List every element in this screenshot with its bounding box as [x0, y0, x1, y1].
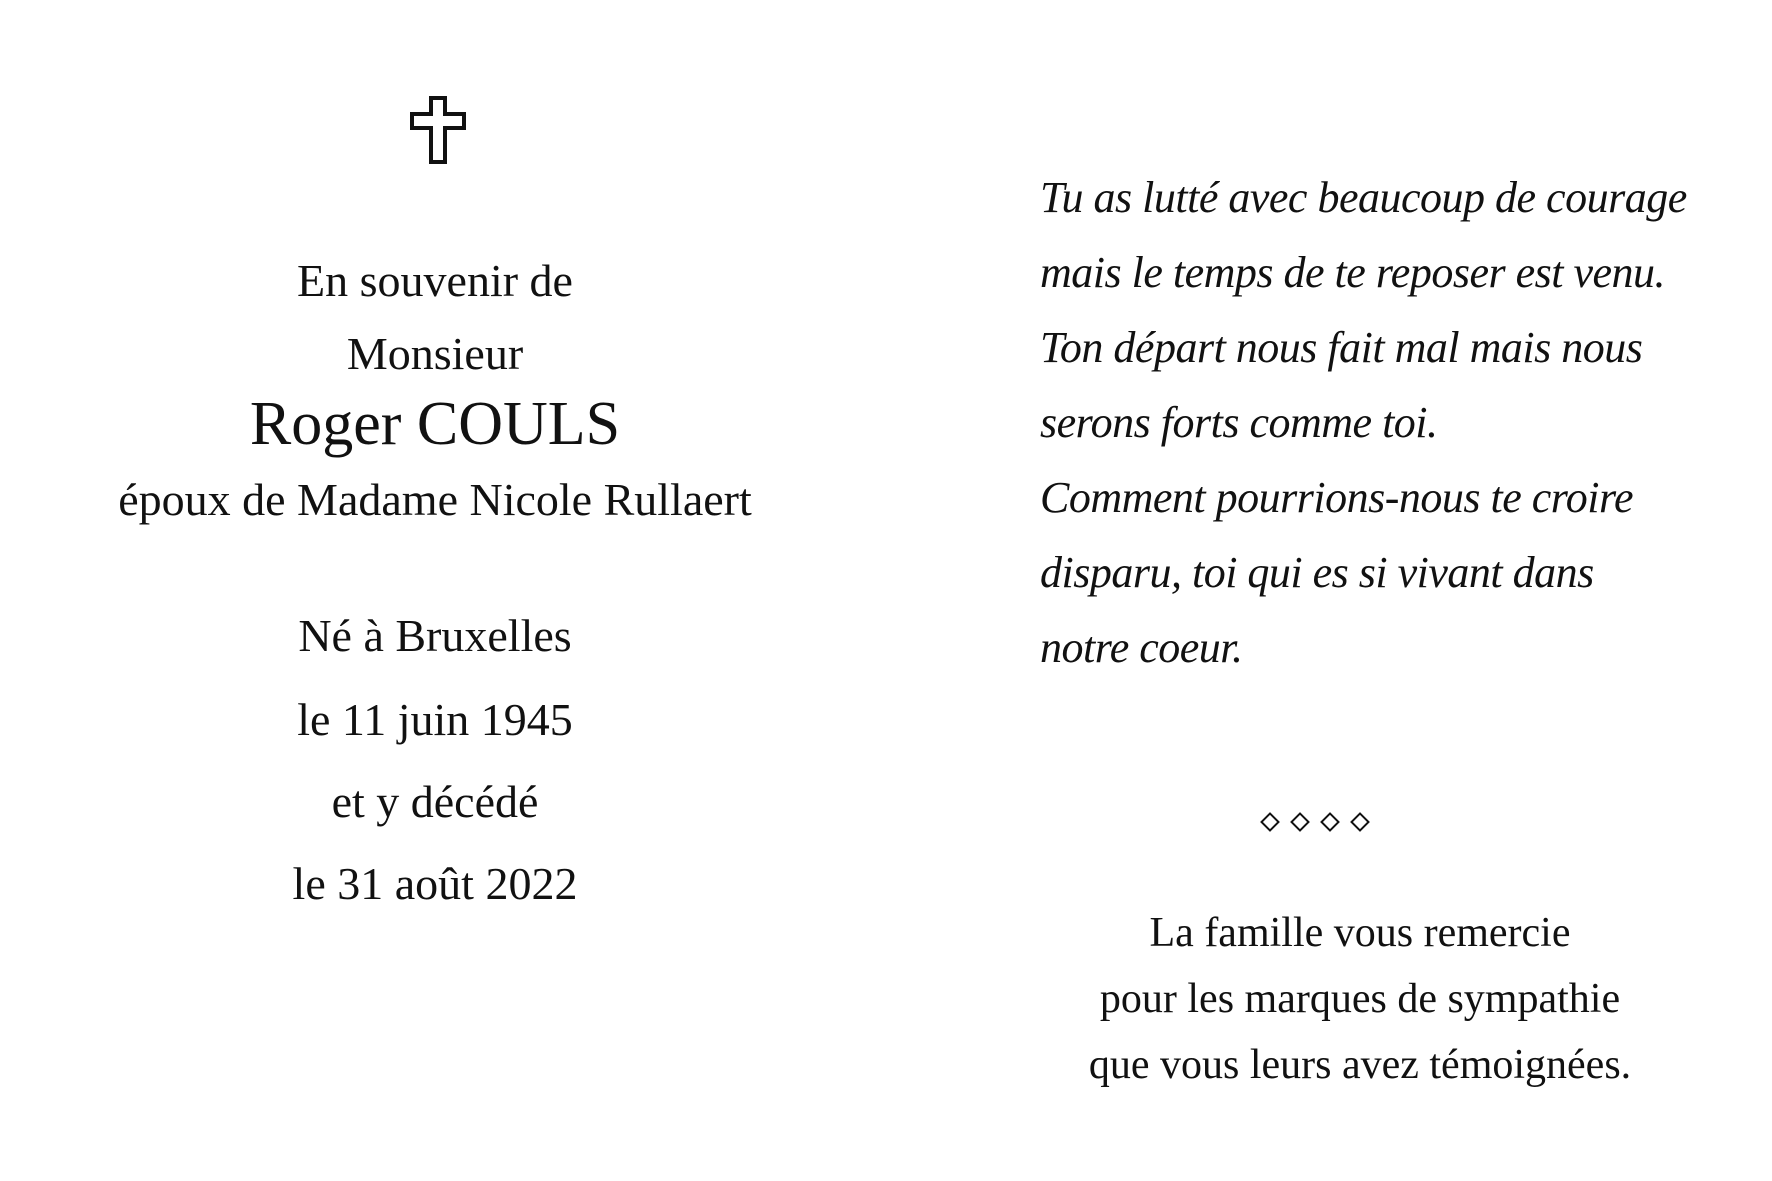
poem-line: Tu as lutté avec beaucoup de courage	[1040, 173, 1687, 222]
memorial-right-panel	[1040, 0, 1740, 1181]
diamond-icon	[1350, 812, 1370, 832]
diamond-icon	[1260, 812, 1280, 832]
spouse-line: époux de Madame Nicole Rullaert	[118, 474, 752, 525]
memorial-intro: En souvenir de	[297, 255, 573, 306]
memorial-left-panel	[0, 0, 870, 1181]
family-thanks	[1040, 900, 1680, 1098]
diamond-icon	[1320, 812, 1340, 832]
death-note: et y décédé	[331, 776, 539, 827]
poem-line: mais le temps de te reposer est venu.	[1040, 248, 1666, 297]
poem-line: Ton départ nous fait mal mais nous	[1040, 323, 1643, 372]
thanks-line: La famille vous remercie	[1149, 910, 1571, 956]
thanks-line: que vous leurs avez témoignées.	[1088, 1042, 1632, 1088]
diamond-ornament-icon	[1263, 815, 1367, 829]
diamond-icon	[1290, 812, 1310, 832]
birth-date: le 11 juin 1945	[297, 694, 573, 745]
honorific-title: Monsieur	[346, 328, 524, 379]
deceased-name: Roger COULS	[249, 390, 621, 458]
memorial-poem	[1040, 172, 1740, 697]
poem-line: Comment pourrions-nous te croire	[1040, 473, 1634, 522]
cross-icon	[410, 96, 466, 164]
thanks-line: pour les marques de sympathie	[1099, 976, 1621, 1022]
poem-line: notre coeur.	[1040, 623, 1243, 672]
birth-place: Né à Bruxelles	[298, 610, 572, 661]
poem-line: serons forts comme toi.	[1040, 398, 1438, 447]
poem-line: disparu, toi qui es si vivant dans	[1040, 548, 1594, 597]
death-date: le 31 août 2022	[292, 858, 578, 909]
